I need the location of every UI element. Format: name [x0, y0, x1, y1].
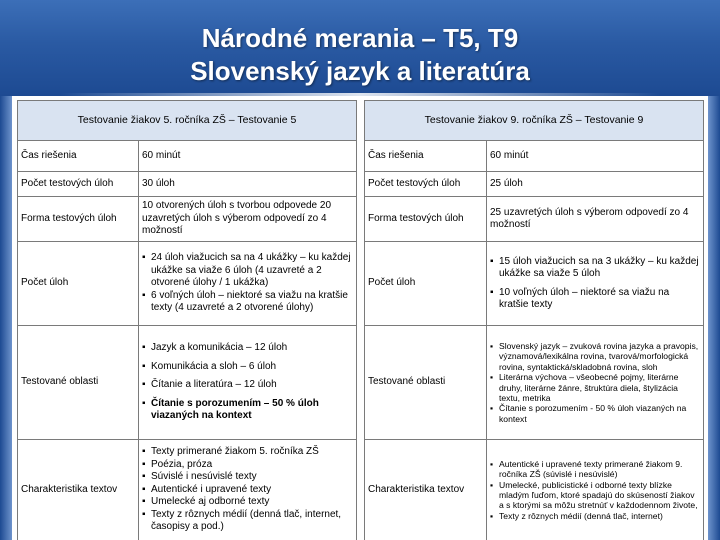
t5-pocet-value: 30 úloh [139, 172, 357, 197]
t9-char-cell [487, 440, 704, 540]
t5-cas-label: Čas riešenia [18, 141, 139, 172]
t5-ulohy-label: Počet úloh [18, 242, 139, 326]
t5-ulohy-item: ▪ 24 úloh viažucich sa na 4 ukážky – ku každej ukážke sa viaže 6 úloh (4 uzavreté a 2 otvorené úlohy / 1 ukážka) [142, 252, 353, 290]
t9-ulohy-label: Počet úloh [365, 242, 487, 326]
t9-ulohy-cell [487, 242, 704, 326]
title-line-1: Národné merania – T5, T9 [201, 23, 519, 53]
t9-cas-label: Čas riešenia [365, 141, 487, 172]
t5-oblasti-bold-item: ▪ Čítanie s porozumením – 50 % úloh viazaných na kontext [142, 398, 353, 423]
t5-oblasti-cell [139, 326, 357, 440]
t5-char-cell [139, 440, 357, 540]
t5-char-item: ▪ Texty primerané žiakom 5. ročníka ZŠ [142, 446, 353, 459]
t5-char-label: Charakteristika textov [18, 440, 139, 540]
t9-char-item: ▪ Autentické i upravené texty primerané žiakom 9. ročníka ZŠ (súvislé i nesúvislé) [490, 459, 700, 480]
t9-pocet-value: 25 úloh [487, 172, 704, 197]
t5-oblasti-label: Testované oblasti [18, 326, 139, 440]
title-banner [0, 0, 720, 96]
t5-forma-label: Forma testových úloh [18, 197, 139, 242]
t5-pocet-label: Počet testových úloh [18, 172, 139, 197]
t9-char-item: ▪ Texty z rôznych médií (denná tlač, internet) [490, 511, 700, 521]
t5-cas-value: 60 minút [139, 141, 357, 172]
t5-char-item: ▪ Súvislé i nesúvislé texty [142, 471, 353, 484]
t9-oblasti-item: ▪ Literárna výchova – všeobecné pojmy, literárne druhy, literárne žánre, štruktúra diela, štylizácia textu, metrika [490, 372, 700, 403]
t5-char-item: ▪ Poézia, próza [142, 459, 353, 472]
t9-oblasti-label: Testované oblasti [365, 326, 487, 440]
table-t5 [17, 100, 357, 540]
table-t9 [364, 100, 704, 540]
slide-title [0, 22, 720, 88]
left-side-strip [0, 96, 12, 540]
t5-char-item: ▪ Autentické i upravené texty [142, 484, 353, 497]
t5-oblasti-item: ▪ Komunikácia a sloh – 6 úloh [142, 361, 353, 374]
t9-header: Testovanie žiakov 9. ročníka ZŠ – Testovanie 9 [365, 101, 704, 141]
t5-oblasti-item: ▪ Jazyk a komunikácia – 12 úloh [142, 342, 353, 355]
right-side-strip [708, 96, 720, 540]
t5-header: Testovanie žiakov 5. ročníka ZŠ – Testovanie 5 [18, 101, 357, 141]
t5-ulohy-cell [139, 242, 357, 326]
t9-pocet-label: Počet testových úloh [365, 172, 487, 197]
t5-forma-value: 10 otvorených úloh s tvorbou odpovede 20 uzavretých úloh s výberom odpovedí zo 4 možností [139, 197, 357, 242]
t9-ulohy-item: ▪ 15 úloh viažucich sa na 3 ukážky – ku každej ukážke sa viaže 5 úloh [490, 256, 700, 281]
t9-forma-label: Forma testových úloh [365, 197, 487, 242]
t5-char-item: ▪ Umelecké aj odborné texty [142, 496, 353, 509]
t9-char-label: Charakteristika textov [365, 440, 487, 540]
t9-oblasti-item: ▪ Slovenský jazyk – zvuková rovina jazyka a pravopis, významová/lexikálna rovina, tvarová/morfologická rovina, syntaktická/skladobná rovina, sloh [490, 341, 700, 372]
t5-oblasti-item: ▪ Čítanie a literatúra – 12 úloh [142, 379, 353, 392]
t9-oblasti-item: ▪ Čítanie s porozumením - 50 % úloh viazaných na kontext [490, 403, 700, 424]
t9-oblasti-cell [487, 326, 704, 440]
title-divider [60, 93, 660, 96]
t5-ulohy-item: ▪ 6 voľných úloh – niektoré sa viažu na kratšie texty (4 uzavreté a 2 otvorené úlohy) [142, 290, 353, 315]
t9-forma-value: 25 uzavretých úloh s výberom odpovedí zo 4 možností [487, 197, 704, 242]
title-line-2: Slovenský jazyk a literatúra [190, 56, 530, 86]
t9-char-item: ▪ Umelecké, publicistické i odborné texty blízke mladým ľuďom, ktoré spadajú do skúseností žiakov a s ktorými sa môžu stretnúť v každodennom živote, [490, 480, 700, 511]
t5-char-item: ▪ Texty z rôznych médií (denná tlač, internet, časopisy a pod.) [142, 509, 353, 534]
t9-cas-value: 60 minút [487, 141, 704, 172]
t9-ulohy-item: ▪ 10 voľných úloh – niektoré sa viažu na kratšie texty [490, 287, 700, 312]
